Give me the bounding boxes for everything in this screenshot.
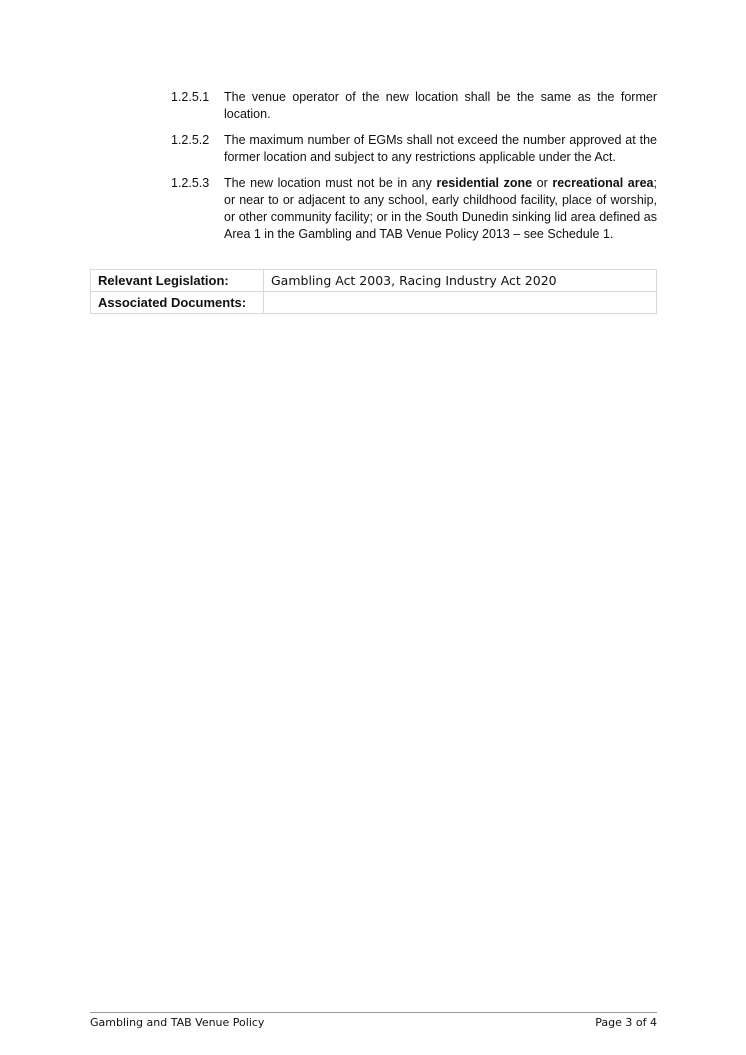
documents-label: Associated Documents:: [91, 292, 264, 314]
clause-1-2-5-2: [171, 132, 657, 166]
clause-text-segment: The new location must not be in any: [224, 176, 437, 190]
clause-bold-term: residential zone: [436, 176, 533, 190]
policy-meta-table: [90, 269, 657, 314]
clause-text: [224, 175, 657, 243]
clause-text-segment: ; or near to or adjacent to any school, early childhood facility, place of worship, or other community facility; or in the South Dunedin sinking lid area defined as Area 1 in the Gambling and TAB Venue Policy 2013 – see Schedule 1.: [224, 176, 657, 241]
footer-title: Gambling and TAB Venue Policy: [90, 1016, 265, 1029]
clause-number: 1.2.5.2: [171, 133, 210, 147]
clause-1-2-5-1: [171, 89, 657, 123]
legislation-label: Relevant Legislation:: [91, 270, 264, 292]
clause-text: [224, 132, 657, 166]
clause-text-segment: or: [532, 176, 553, 190]
clause-text-segment: The venue operator of the new location shall be the same as the former location.: [224, 90, 657, 121]
page-footer: [90, 1012, 657, 1029]
legislation-value: Gambling Act 2003, Racing Industry Act 2020: [264, 270, 657, 292]
clause-bold-term: recreational area: [552, 176, 654, 190]
clause-text: [224, 89, 657, 123]
documents-value: [264, 292, 657, 314]
clause-list: [171, 89, 657, 252]
clause-number: 1.2.5.3: [171, 176, 210, 190]
clause-text-segment: The maximum number of EGMs shall not exceed the number approved at the former location and subject to any restrictions applicable under the Act.: [224, 133, 657, 164]
clause-1-2-5-3: [171, 175, 657, 243]
footer-page-number: Page 3 of 4: [595, 1016, 657, 1029]
table-row-legislation: [91, 270, 657, 292]
table-row-documents: [91, 292, 657, 314]
clause-number: 1.2.5.1: [171, 90, 210, 104]
